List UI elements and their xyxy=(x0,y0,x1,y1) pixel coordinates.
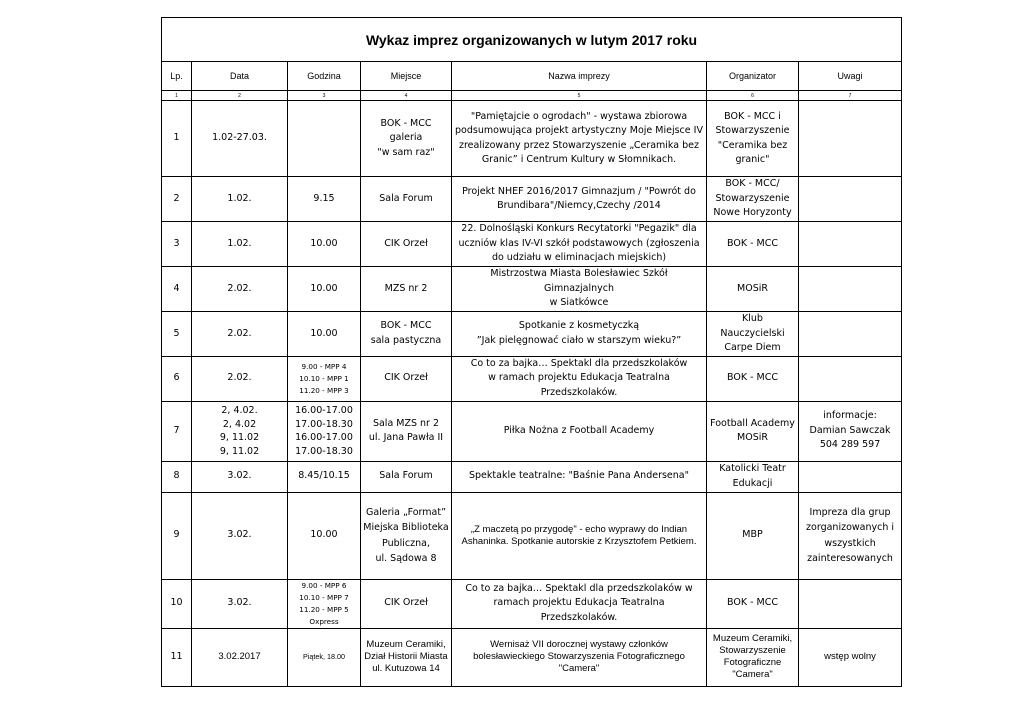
table-row xyxy=(162,401,902,461)
cell-nazwa: Projekt NHEF 2016/2017 Gimnazjum / "Powrót do Brundibara"/Niemcy,Czechy /2014 xyxy=(452,177,707,222)
table-row xyxy=(162,222,902,267)
cell-data: 3.02. xyxy=(192,461,288,492)
cell-nazwa: 22. Dolnośląski Konkurs Recytatorki "Pegazik" dla uczniów klas IV-VI szkół podstawowych (zgłoszenia do udziału w eliminacjach miejskich) xyxy=(452,222,707,267)
cell-lp: 11 xyxy=(162,628,192,686)
cell-lp: 8 xyxy=(162,461,192,492)
cell-miejsce: Sala Forum xyxy=(361,461,452,492)
col-number: 2 xyxy=(192,91,288,101)
cell-organizator: Muzeum Ceramiki, Stowarzyszenie Fotograficzne "Camera" xyxy=(707,628,799,686)
table-row xyxy=(162,101,902,177)
cell-godzina xyxy=(288,101,361,177)
cell-nazwa: Spektakle teatralne: "Baśnie Pana Andersena" xyxy=(452,461,707,492)
cell-lp: 7 xyxy=(162,401,192,461)
col-number: 6 xyxy=(707,91,799,101)
cell-uwagi: wstęp wolny xyxy=(799,628,902,686)
header-organizator: Organizator xyxy=(707,62,799,91)
cell-data: 3.02. xyxy=(192,579,288,628)
col-number: 3 xyxy=(288,91,361,101)
cell-uwagi: informacje: Damian Sawczak 504 289 597 xyxy=(799,401,902,461)
cell-uwagi: Impreza dla grup zorganizowanych i wszystkich zainteresowanych xyxy=(799,492,902,579)
col-number: 5 xyxy=(452,91,707,101)
cell-organizator: Football Academy MOSiR xyxy=(707,401,799,461)
cell-miejsce: CIK Orzeł xyxy=(361,222,452,267)
cell-uwagi xyxy=(799,356,902,401)
header-data: Data xyxy=(192,62,288,91)
cell-nazwa: Co to za bajka… Spektakl dla przedszkolaków w ramach projektu Edukacja Teatralna Przedszkolaków. xyxy=(452,356,707,401)
cell-organizator: MOSiR xyxy=(707,267,799,312)
table-row xyxy=(162,579,902,628)
cell-godzina: 9.00 - MPP 6 10.10 - MPP 7 11.20 - MPP 5 Oxpress xyxy=(288,579,361,628)
table-row xyxy=(162,312,902,357)
cell-lp: 1 xyxy=(162,101,192,177)
cell-data: 2.02. xyxy=(192,267,288,312)
header-nazwa: Nazwa imprezy xyxy=(452,62,707,91)
cell-data: 1.02. xyxy=(192,222,288,267)
cell-miejsce: Sala Forum xyxy=(361,177,452,222)
cell-organizator: MBP xyxy=(707,492,799,579)
page-title: Wykaz imprez organizowanych w lutym 2017 roku xyxy=(162,18,902,62)
cell-nazwa: Co to za bajka… Spektakl dla przedszkolaków w ramach projektu Edukacja Teatralna Przedszkolaków. xyxy=(452,579,707,628)
cell-godzina: 9.15 xyxy=(288,177,361,222)
cell-miejsce: Muzeum Ceramiki, Dział Historii Miasta ul. Kutuzowa 14 xyxy=(361,628,452,686)
cell-nazwa: Piłka Nożna z Football Academy xyxy=(452,401,707,461)
table-row xyxy=(162,461,902,492)
cell-godzina: 8.45/10.15 xyxy=(288,461,361,492)
cell-nazwa: Spotkanie z kosmetyczką ”Jak pielęgnować ciało w starszym wieku?” xyxy=(452,312,707,357)
cell-uwagi xyxy=(799,312,902,357)
cell-miejsce: CIK Orzeł xyxy=(361,356,452,401)
cell-lp: 4 xyxy=(162,267,192,312)
cell-data: 3.02.2017 xyxy=(192,628,288,686)
cell-data: 2.02. xyxy=(192,312,288,357)
cell-organizator: BOK - MCC i Stowarzyszenie "Ceramika bez granic" xyxy=(707,101,799,177)
cell-lp: 10 xyxy=(162,579,192,628)
cell-uwagi xyxy=(799,222,902,267)
cell-uwagi xyxy=(799,177,902,222)
cell-godzina: 10.00 xyxy=(288,492,361,579)
cell-organizator: BOK - MCC xyxy=(707,222,799,267)
cell-uwagi xyxy=(799,579,902,628)
col-number: 1 xyxy=(162,91,192,101)
cell-organizator: BOK - MCC xyxy=(707,579,799,628)
cell-organizator: BOK - MCC xyxy=(707,356,799,401)
cell-lp: 6 xyxy=(162,356,192,401)
cell-miejsce: CIK Orzeł xyxy=(361,579,452,628)
cell-data: 2.02. xyxy=(192,356,288,401)
cell-lp: 3 xyxy=(162,222,192,267)
cell-miejsce: BOK - MCC galeria "w sam raz" xyxy=(361,101,452,177)
cell-nazwa: "Pamiętajcie o ogrodach" - wystawa zbiorowa podsumowująca projekt artystyczny Moje Miejsce IV zrealizowany przez Stowarzyszenie „Ceramika bez Granic” i Centrum Kultury w Słomnikach. xyxy=(452,101,707,177)
cell-uwagi xyxy=(799,267,902,312)
cell-miejsce: Galeria „Format” Miejska Biblioteka Publiczna, ul. Sądowa 8 xyxy=(361,492,452,579)
table-row xyxy=(162,492,902,579)
cell-organizator: Katolicki Teatr Edukacji xyxy=(707,461,799,492)
header-miejsce: Miejsce xyxy=(361,62,452,91)
col-number: 4 xyxy=(361,91,452,101)
cell-miejsce: Sala MZS nr 2 ul. Jana Pawła II xyxy=(361,401,452,461)
cell-uwagi xyxy=(799,101,902,177)
cell-miejsce: MZS nr 2 xyxy=(361,267,452,312)
table-row xyxy=(162,356,902,401)
cell-lp: 2 xyxy=(162,177,192,222)
cell-organizator: Klub Nauczycielski Carpe Diem xyxy=(707,312,799,357)
cell-lp: 5 xyxy=(162,312,192,357)
cell-data: 1.02-27.03. xyxy=(192,101,288,177)
cell-data: 1.02. xyxy=(192,177,288,222)
cell-nazwa: Mistrzostwa Miasta Bolesławiec Szkół Gimnazjalnych w Siatkówce xyxy=(452,267,707,312)
cell-godzina: 10.00 xyxy=(288,312,361,357)
cell-godzina: Piątek, 18.00 xyxy=(288,628,361,686)
cell-data: 3.02. xyxy=(192,492,288,579)
cell-uwagi xyxy=(799,461,902,492)
header-godzina: Godzina xyxy=(288,62,361,91)
cell-lp: 9 xyxy=(162,492,192,579)
cell-nazwa: „Z maczetą po przygodę" - echo wyprawy do Indian Ashaninka. Spotkanie autorskie z Krzysztofem Petkiem. xyxy=(452,492,707,579)
cell-organizator: BOK - MCC/ Stowarzyszenie Nowe Horyzonty xyxy=(707,177,799,222)
cell-nazwa: Wernisaż VII dorocznej wystawy członków bolesławieckiego Stowarzyszenia Fotograficznego "Camera" xyxy=(452,628,707,686)
header-uwagi: Uwagi xyxy=(799,62,902,91)
col-number: 7 xyxy=(799,91,902,101)
table-row xyxy=(162,267,902,312)
cell-godzina: 10.00 xyxy=(288,222,361,267)
header-lp: Lp. xyxy=(162,62,192,91)
cell-miejsce: BOK - MCC sala pastyczna xyxy=(361,312,452,357)
table-row xyxy=(162,177,902,222)
cell-data: 2, 4.02. 2, 4.02 9, 11.02 9, 11.02 xyxy=(192,401,288,461)
table-row xyxy=(162,628,902,686)
cell-godzina: 9.00 - MPP 4 10.10 - MPP 1 11.20 - MPP 3 xyxy=(288,356,361,401)
cell-godzina: 16.00-17.00 17.00-18.30 16.00-17.00 17.00-18.30 xyxy=(288,401,361,461)
events-table xyxy=(161,17,902,687)
cell-godzina: 10.00 xyxy=(288,267,361,312)
